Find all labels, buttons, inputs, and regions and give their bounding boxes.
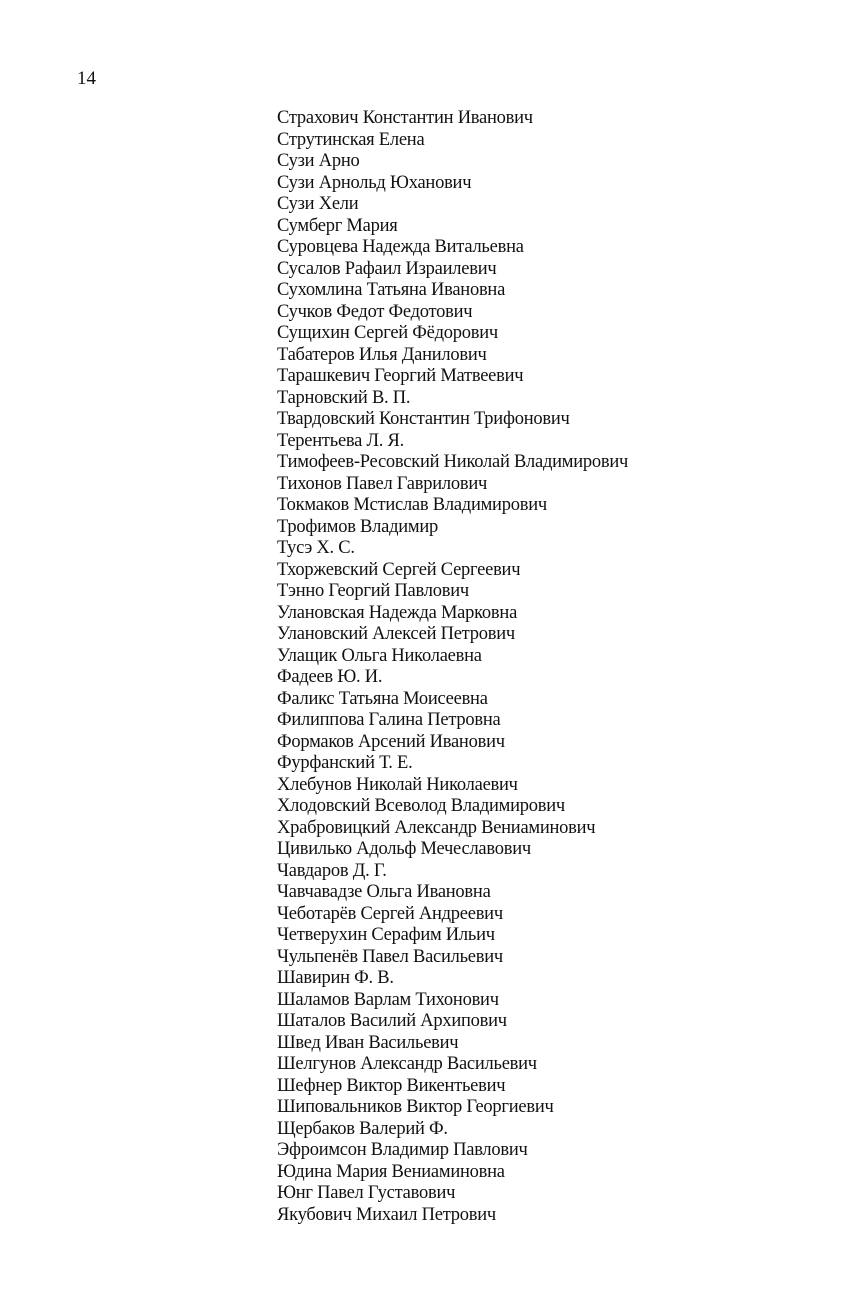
name-entry: Эфроимсон Владимир Павлович <box>277 1140 528 1160</box>
name-entry: Суровцева Надежда Витальевна <box>277 237 524 257</box>
name-entry: Фадеев Ю. И. <box>277 667 383 687</box>
name-entry: Терентьева Л. Я. <box>277 430 404 451</box>
name-entry: Чеботарёв Сергей Андреевич <box>277 903 503 924</box>
name-entry: Формаков Арсений Иванович <box>277 731 505 752</box>
name-entry: Хлодовский Всеволод Владимирович <box>277 796 565 816</box>
name-entry: Тусэ Х. С. <box>277 538 355 558</box>
name-entry: Улащик Ольга Николаевна <box>277 645 482 666</box>
page-number: 14 <box>77 68 96 89</box>
name-entry: Юнг Павел Густавович <box>277 1183 456 1203</box>
name-entry: Шиповальников Виктор Георгиевич <box>277 1097 554 1117</box>
name-entry: Тарновский В. П. <box>277 387 411 408</box>
name-entry: Токмаков Мстислав Владимирович <box>277 495 547 515</box>
name-entry: Четверухин Серафим Ильич <box>277 925 495 945</box>
name-entry: Шавирин Ф. В. <box>277 968 394 988</box>
name-entry: Трофимов Владимир <box>277 516 439 537</box>
name-entry: Фаликс Татьяна Моисеевна <box>277 688 488 709</box>
name-entry: Сухомлина Татьяна Ивановна <box>277 280 506 300</box>
name-entry: Шелгунов Александр Васильевич <box>277 1054 537 1074</box>
name-entry: Сузи Арно <box>277 151 360 171</box>
name-entry: Тхоржевский Сергей Сергеевич <box>277 559 521 580</box>
name-entry: Шаламов Варлам Тихонович <box>277 989 499 1010</box>
name-entry: Шаталов Василий Архипович <box>277 1011 507 1031</box>
name-entry: Щербаков Валерий Ф. <box>277 1118 448 1139</box>
name-entry: Якубович Михаил Петрович <box>277 1204 496 1225</box>
name-entry: Сумберг Мария <box>277 215 398 236</box>
name-entry: Сущихин Сергей Фёдорович <box>277 323 498 343</box>
name-entry: Швед Иван Васильевич <box>277 1032 459 1053</box>
name-entry: Юдина Мария Вениаминовна <box>277 1161 505 1182</box>
name-entry: Сусалов Рафаил Израилевич <box>277 258 497 279</box>
name-entry: Тэнно Георгий Павлович <box>277 581 469 601</box>
name-entry: Сузи Хели <box>277 194 359 214</box>
name-entry: Струтинская Елена <box>277 129 425 150</box>
name-entry: Тарашкевич Георгий Матвеевич <box>277 366 524 386</box>
name-entry: Чавдаров Д. Г. <box>277 860 387 881</box>
name-entry: Тихонов Павел Гаврилович <box>277 473 488 494</box>
name-entry: Страхович Константин Иванович <box>277 108 533 128</box>
name-entry: Табатеров Илья Данилович <box>277 344 487 365</box>
name-entry: Фурфанский Т. Е. <box>277 753 413 773</box>
name-entry: Филиппова Галина Петровна <box>277 710 501 730</box>
name-entry: Чавчавадзе Ольга Ивановна <box>277 882 491 902</box>
name-entry: Твардовский Константин Трифонович <box>277 409 570 429</box>
name-entry: Цивилько Адольф Мечеславович <box>277 839 531 859</box>
name-entry: Храбровицкий Александр Вениаминович <box>277 817 596 838</box>
name-entry: Шефнер Виктор Викентьевич <box>277 1075 506 1096</box>
name-entry: Сузи Арнольд Юханович <box>277 172 472 193</box>
names-list <box>277 108 628 1226</box>
name-entry: Сучков Федот Федотович <box>277 301 473 322</box>
name-entry: Улановский Алексей Петрович <box>277 624 515 644</box>
name-entry: Чульпенёв Павел Васильевич <box>277 946 503 967</box>
name-entry: Хлебунов Николай Николаевич <box>277 774 518 795</box>
name-entry: Улановская Надежда Марковна <box>277 602 518 623</box>
name-entry: Тимофеев-Ресовский Николай Владимирович <box>277 452 629 472</box>
